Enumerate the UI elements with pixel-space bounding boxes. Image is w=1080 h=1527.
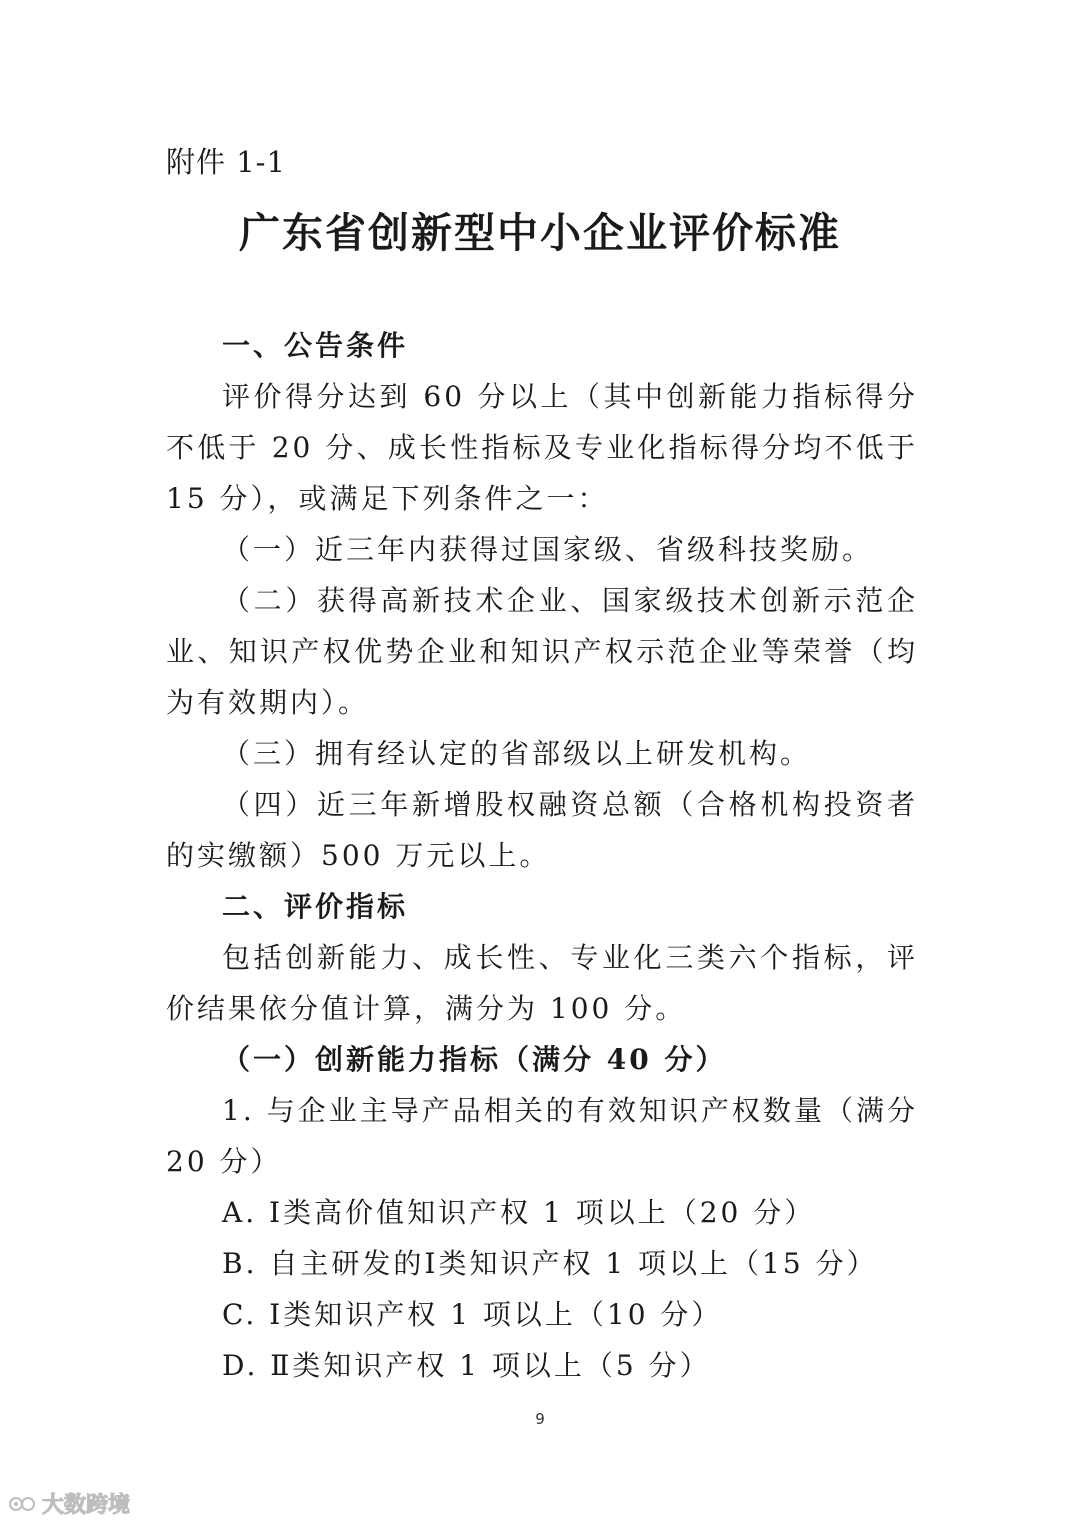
subsection-heading-innovation: （一）创新能力指标（满分 40 分） — [222, 1043, 727, 1076]
paragraph-score-requirement: 评价得分达到 60 分以上（其中创新能力指标得分不低于 20 分、成长性指标及专业化指标得分均不低于 15 分），或满足下列条件之一： — [166, 380, 918, 515]
option-item-a: A. Ⅰ类高价值知识产权 1 项以上（20 分） — [222, 1196, 816, 1229]
section-heading-evaluation-indicators: 二、评价指标 — [222, 890, 409, 923]
option-item-c: C. Ⅰ类知识产权 1 项以上（10 分） — [222, 1298, 723, 1331]
attachment-label: 附件 1-1 — [166, 145, 286, 179]
section-heading-announcement-conditions: 一、公告条件 — [222, 329, 409, 362]
paragraph-indicator-overview: 包括创新能力、成长性、专业化三类六个指标，评价结果依分值计算，满分为 100 分。 — [166, 941, 918, 1025]
watermark-logo-icon — [8, 1493, 38, 1515]
page-number: 9 — [535, 1410, 545, 1428]
watermark-text: 大数跨境 — [42, 1493, 131, 1518]
indicator-item-1: 1. 与企业主导产品相关的有效知识产权数量（满分 20 分） — [166, 1094, 918, 1178]
condition-item-3: （三）拥有经认定的省部级以上研发机构。 — [222, 737, 812, 770]
condition-item-1: （一）近三年内获得过国家级、省级科技奖励。 — [222, 533, 874, 566]
condition-item-4: （四）近三年新增股权融资总额（合格机构投资者的实缴额）500 万元以上。 — [166, 788, 918, 872]
document-title: 广东省创新型中小企业评价标准 — [239, 209, 841, 257]
watermark — [8, 1488, 130, 1519]
option-item-b: B. 自主研发的Ⅰ类知识产权 1 项以上（15 分） — [222, 1247, 878, 1280]
option-item-d: D. Ⅱ类知识产权 1 项以上（5 分） — [222, 1349, 711, 1382]
condition-item-2: （二）获得高新技术企业、国家级技术创新示范企业、知识产权优势企业和知识产权示范企业等荣誉（均为有效期内）。 — [166, 584, 918, 719]
document-body — [166, 320, 918, 1391]
